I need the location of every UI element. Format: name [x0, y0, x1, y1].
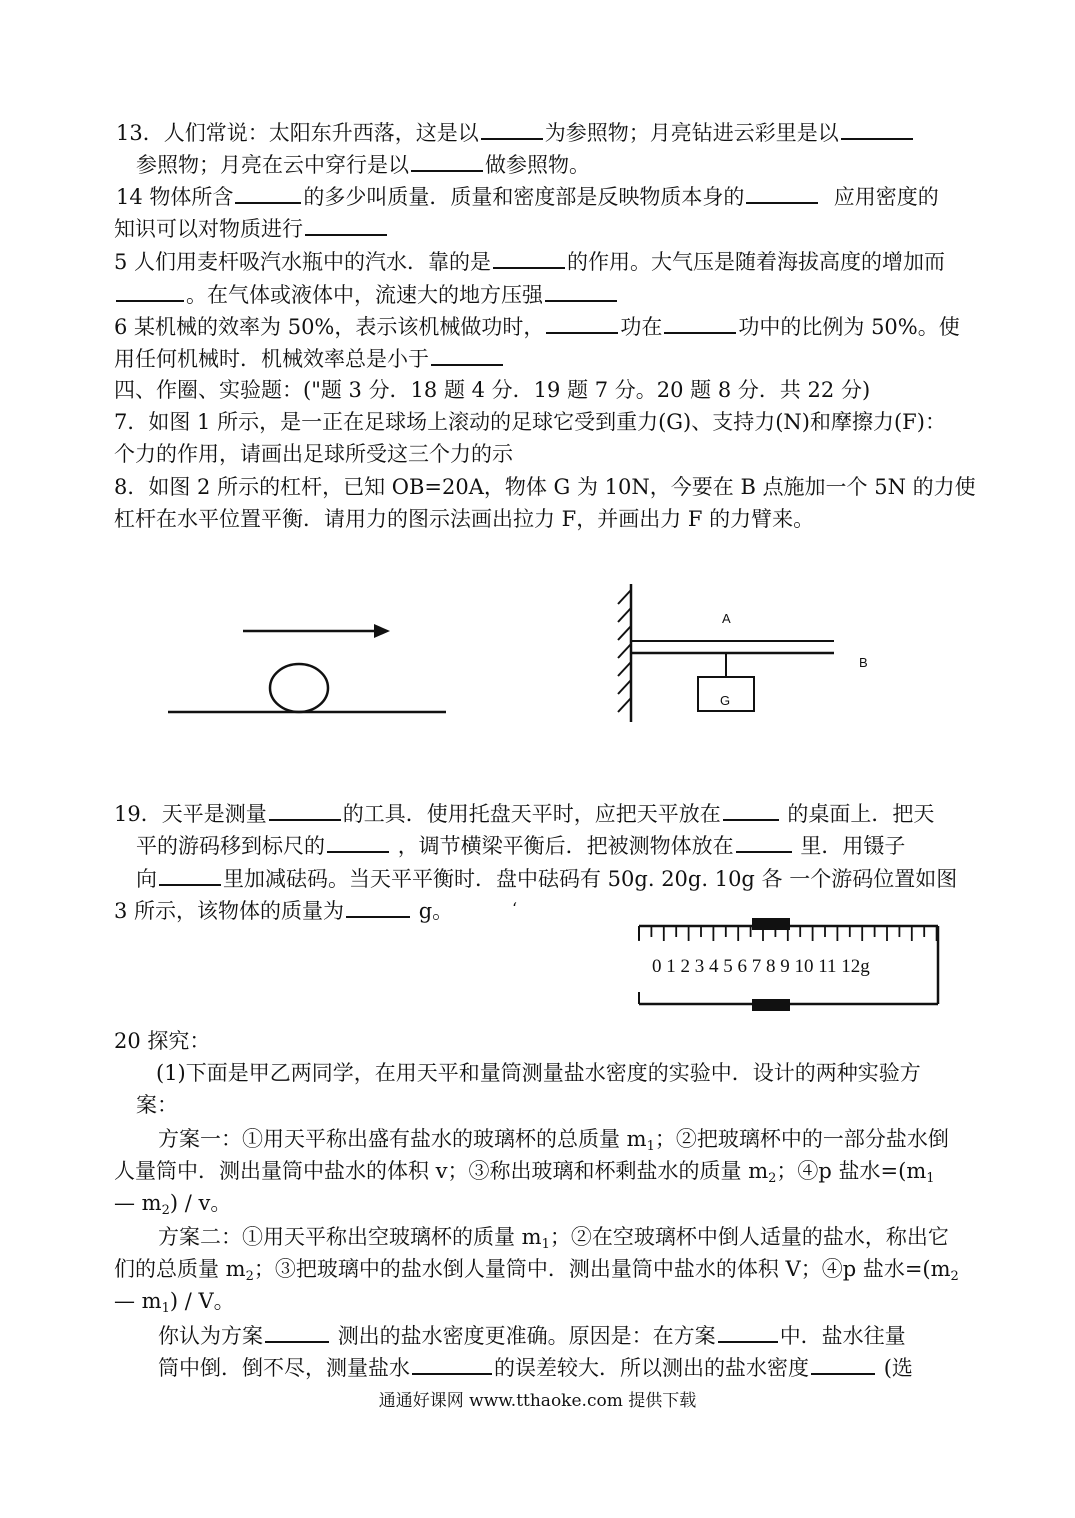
figure-1-ball	[160, 615, 460, 725]
q19-text: 里加减砝码。当天平平衡时．盘中砝码有 50g. 20g. 10g 各 一个游码位置如图	[223, 867, 958, 891]
answer-blank[interactable]	[305, 212, 387, 236]
q16-line1	[114, 310, 960, 340]
q20-text: 的误差较大．所以测出的盐水密度	[494, 1356, 809, 1380]
q13-line2	[136, 148, 590, 178]
q13-text: 参照物；月亮在云中穿行是以	[136, 153, 409, 177]
answer-blank[interactable]	[841, 116, 913, 140]
q20-text: 你认为方案	[158, 1324, 263, 1348]
q20-text: 方案二：①用天平称出空玻璃杯的质量 m	[158, 1225, 542, 1249]
subscript: 2	[950, 1269, 959, 1284]
q20-planA2	[114, 1156, 935, 1186]
q15-text: 的作用。大气压是随着海拔高度的增加而	[567, 250, 946, 274]
ball	[270, 664, 328, 712]
q20-text: (选	[883, 1356, 913, 1380]
q20-text: ；②在空玻璃杯中倒人适量的盐水，称出它	[549, 1225, 949, 1249]
q17-text: 7．如图 1 所示，是一正在足球场上滚动的足球它受到重力(G)、支持力(N)和摩擦力(F)：	[114, 410, 946, 434]
figure-2-lever	[610, 580, 890, 730]
q15-text: 5 人们用麦杆吸汽水瓶中的汽水．靠的是	[114, 250, 492, 274]
q20-intro1	[156, 1058, 921, 1088]
q19-line1	[114, 797, 934, 827]
q15-line2	[114, 278, 619, 308]
answer-blank[interactable]	[265, 1319, 329, 1343]
answer-blank[interactable]	[545, 278, 617, 302]
q18-text: 8．如图 2 所示的杠杆，已知 OB=20A，物体 G 为 10N，今要在 B 点施加一个 5N 的力使	[114, 475, 976, 499]
section-title-text: 四、作圈、实验题：("题 3 分．18 题 4 分．19 题 7 分。20 题 8 分．共 22 分)	[114, 378, 871, 402]
scale-numbers: 0 1 2 3 4 5 6 7 8 9 10 11 12g	[652, 956, 870, 977]
q16-text: 用任何机械时．机械效率总是小于	[114, 347, 429, 371]
q20-planA1	[158, 1124, 949, 1154]
q17-text: 个力的作用，请画出足球所受这三个力的示	[114, 442, 513, 466]
q19-text: 的工具．使用托盘天平时，应把天平放在	[342, 802, 721, 826]
label-b: B	[859, 655, 868, 670]
q16-text: 功中的比例为 50%。使	[738, 315, 960, 339]
answer-blank[interactable]	[235, 180, 301, 204]
q19-text: 19．天平是测量	[114, 802, 267, 826]
q20-text: ；②把玻璃杯中的一部分盐水倒	[654, 1127, 949, 1151]
answer-blank[interactable]	[412, 1351, 492, 1375]
answer-blank[interactable]	[269, 797, 341, 821]
q20-text: ) / v。	[169, 1191, 232, 1215]
answer-blank[interactable]	[346, 894, 410, 918]
q20-intro2	[136, 1090, 178, 1120]
q13-text: 做参照物。	[485, 153, 590, 177]
q16-text: 功在	[620, 315, 663, 339]
section-title	[114, 375, 870, 405]
answer-blank[interactable]	[718, 1319, 778, 1343]
q18-line2	[114, 504, 814, 534]
q19-text: 里．用镊子	[800, 834, 906, 858]
answer-blank[interactable]	[411, 148, 483, 172]
label-g: G	[720, 693, 731, 708]
q20-title	[114, 1026, 210, 1056]
q20-text: 人量筒中．测出量筒中盐水的体积 v；③称出玻璃和杯剩盐水的质量 m	[114, 1159, 769, 1183]
q20-text: ；④p 盐水=(m	[776, 1159, 927, 1183]
stray-mark-text: ‘	[512, 899, 518, 918]
q13-text: 13．人们常说：太阳东升西落，这是以	[116, 121, 479, 145]
q14-text: 的多少叫质量．质量和密度部是反映物质本身的	[303, 185, 745, 209]
subscript: 2	[245, 1269, 254, 1284]
rider-bottom	[752, 999, 790, 1011]
q20-text: 中．盐水往量	[779, 1324, 906, 1348]
q14-line1	[116, 180, 939, 210]
q17-line2	[114, 439, 513, 469]
answer-blank[interactable]	[746, 180, 818, 204]
q14-text: 知识可以对物质进行	[114, 217, 303, 241]
q19-text: ，调节横梁平衡后．把被测物体放在	[397, 834, 734, 858]
q16-line2	[114, 342, 505, 372]
q20-text: 们的总质量 m	[114, 1257, 246, 1281]
answer-blank[interactable]	[327, 829, 389, 853]
answer-blank[interactable]	[723, 797, 779, 821]
stray-mark	[512, 894, 517, 924]
subscript: 1	[646, 1139, 655, 1154]
rider-top	[752, 918, 790, 930]
q18-line1	[114, 472, 976, 502]
q13-line1	[116, 116, 915, 146]
q20-text: 测出的盐水密度更准确。原因是：在方案	[337, 1324, 716, 1348]
arrow-head-icon	[374, 624, 390, 638]
answer-blank[interactable]	[811, 1351, 875, 1375]
subscript: 1	[541, 1237, 550, 1252]
q19-line2	[136, 829, 905, 859]
q20-text: 筒中倒．倒不尽，测量盐水	[158, 1356, 410, 1380]
subscript: 1	[926, 1171, 935, 1186]
q20-answer2	[158, 1351, 913, 1381]
q19-line4	[114, 894, 453, 924]
subscript: 1	[161, 1301, 170, 1316]
subscript: 2	[768, 1171, 777, 1186]
answer-blank[interactable]	[116, 278, 184, 302]
q20-title-text: 20 探究：	[114, 1029, 211, 1053]
q15-text: 。在气体或液体中，流速大的地方压强	[186, 283, 543, 307]
answer-blank[interactable]	[664, 310, 736, 334]
q20-text: 案：	[136, 1093, 178, 1117]
q20-text: — m	[114, 1191, 162, 1215]
q13-text: 为参照物；月亮钻进云彩里是以	[544, 121, 839, 145]
subscript: 2	[161, 1203, 170, 1218]
q19-text: g。	[418, 899, 454, 923]
answer-blank[interactable]	[546, 310, 618, 334]
q20-text: (1)下面是甲乙两同学，在用天平和量筒测量盐水密度的实验中．设计的两种实验方	[156, 1061, 921, 1085]
q20-planB2	[114, 1254, 959, 1284]
answer-blank[interactable]	[159, 862, 221, 886]
q14-line2	[114, 212, 389, 242]
q19-text: 的桌面上．把天	[787, 802, 935, 826]
page-footer	[0, 1388, 1075, 1414]
q17-line1	[114, 407, 946, 437]
q15-line1	[114, 245, 945, 275]
q16-text: 6 某机械的效率为 50%，表示该机械做功时，	[114, 315, 545, 339]
q19-text: 3 所示，该物体的质量为	[114, 899, 345, 923]
answer-blank[interactable]	[493, 245, 565, 269]
answer-blank[interactable]	[431, 342, 503, 366]
q20-answer1	[158, 1319, 906, 1349]
footer-text: 通通好课网 www.tthaoke.com 提供下载	[378, 1391, 697, 1411]
q20-text: 方案一：①用天平称出盛有盐水的玻璃杯的总质量 m	[158, 1127, 647, 1151]
figure-3-scale	[630, 910, 950, 1020]
answer-blank[interactable]	[481, 116, 543, 140]
label-a: A	[722, 611, 731, 626]
q14-text: 应用密度的	[833, 185, 939, 209]
q20-text: — m	[114, 1289, 162, 1313]
q20-planB3	[114, 1286, 235, 1316]
wall-hatching	[618, 590, 631, 712]
q20-text: ；③把玻璃中的盐水倒人量筒中．测出量筒中盐水的体积 V；④p 盐水=(m	[253, 1257, 951, 1281]
q19-text: 向	[136, 867, 157, 891]
q19-line3	[136, 862, 957, 892]
q18-text: 杠杆在水平位置平衡．请用力的图示法画出拉力 F，并画出力 F 的力臂来。	[114, 507, 815, 531]
q20-planA3	[114, 1188, 231, 1218]
answer-blank[interactable]	[736, 829, 792, 853]
q19-text: 平的游码移到标尺的	[136, 834, 325, 858]
q20-planB1	[158, 1222, 949, 1252]
q14-text: 14 物体所含	[116, 185, 234, 209]
q20-text: ) / V。	[169, 1289, 235, 1313]
